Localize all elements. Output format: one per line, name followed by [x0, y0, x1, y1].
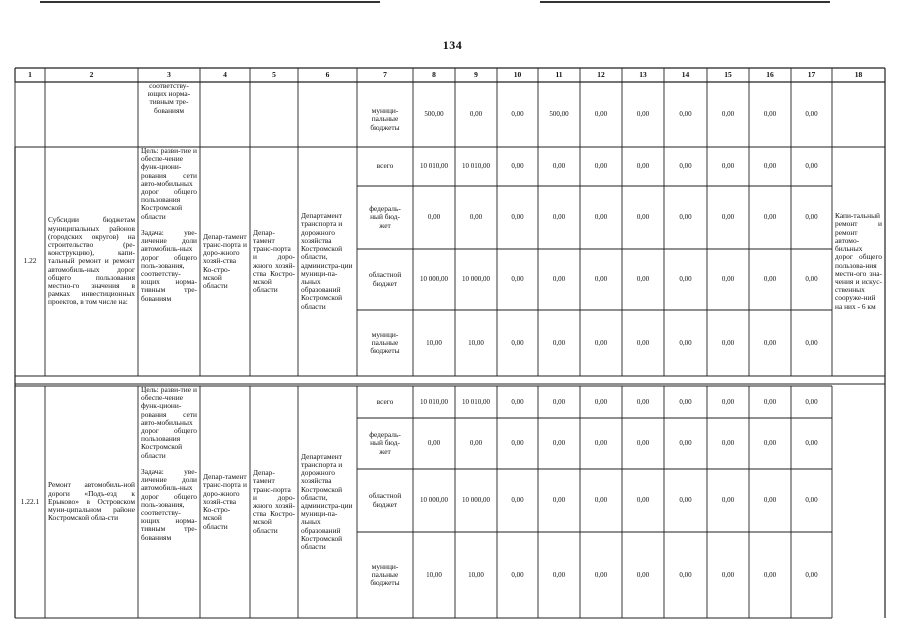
row1221-funding-value: 0,00 [594, 496, 608, 505]
row1221-coordinator: Депар-тамент транс-порта и доро-жного хозяй-ства Ко-стро-мской области [203, 472, 247, 531]
row1221-funding-value: 10 010,00 [462, 397, 490, 406]
row1221-funding-value: 0,00 [805, 496, 818, 505]
continuation-value: 0,00 [636, 110, 650, 119]
row1221-funding-value: 0,00 [427, 439, 441, 448]
row122-funding-value: 0,00 [636, 213, 650, 222]
row122-funding-value: 0,00 [511, 338, 524, 347]
row122-funding-value: 0,00 [763, 275, 777, 284]
column-header-5: 5 [272, 69, 276, 79]
continuation-value: 0,00 [594, 110, 608, 119]
column-header-7: 7 [383, 69, 387, 79]
row122-funding-value: 0,00 [763, 162, 777, 171]
row1221-funding-value: 0,00 [552, 439, 566, 448]
row122-participant: Депар-тамент транс-порта и доро-жного хозяй-ства Костро-мской области [253, 227, 295, 295]
row122-funding-value: 10,00 [426, 338, 442, 347]
row1221-funding-value: 0,00 [763, 570, 777, 579]
column-header-10: 10 [513, 69, 522, 79]
row1221-funding-source-label: муници- пальные бюджеты [370, 561, 400, 588]
row122-funding-value: 0,00 [636, 162, 650, 171]
column-header-2: 2 [89, 69, 94, 79]
column-header-16: 16 [766, 69, 774, 79]
row122-funding-value: 0,00 [469, 213, 483, 222]
row122-funding-source-label: всего [376, 161, 394, 171]
column-header-9: 9 [474, 69, 478, 79]
row122-funding-value: 0,00 [721, 213, 735, 222]
row1221-number: 1.22.1 [20, 496, 40, 506]
row122-funding-value: 0,00 [636, 275, 650, 284]
row122-funding-value: 0,00 [805, 213, 818, 222]
row122-funding-value: 10 000,00 [462, 275, 490, 284]
row122-funding-source-label: областной бюджет [368, 270, 402, 288]
row122-funding-value: 0,00 [679, 338, 692, 347]
continuation-value: 0,00 [511, 110, 524, 119]
row122-funding-value: 0,00 [427, 213, 441, 222]
row1221-funding-value: 10,00 [426, 570, 442, 579]
row122-funding-value: 10,00 [468, 338, 484, 347]
column-header-15: 15 [724, 69, 732, 79]
row1221-funding-value: 0,00 [763, 397, 777, 406]
column-header-8: 8 [432, 69, 436, 79]
row122-funding-value: 0,00 [552, 338, 566, 347]
row122-funding-value: 10 000,00 [420, 275, 448, 284]
row1221-funding-value: 0,00 [552, 397, 566, 406]
row122-funding-source-label: муници- пальные бюджеты [370, 329, 400, 356]
row122-funding-value: 0,00 [552, 213, 566, 222]
row122-funding-value: 0,00 [805, 162, 818, 171]
continuation-value: 0,00 [679, 110, 692, 119]
row1221-funding-value: 0,00 [511, 439, 524, 448]
row122-funding-value: 0,00 [679, 213, 692, 222]
row1221-funding-value: 0,00 [636, 496, 650, 505]
row1221-funding-value: 0,00 [721, 439, 735, 448]
row122-funding-value: 0,00 [679, 275, 692, 284]
row1221-funding-value: 10 010,00 [420, 397, 448, 406]
row122-funding-value: 0,00 [763, 213, 777, 222]
row122-funding-value: 0,00 [721, 162, 735, 171]
row122-funding-value: 0,00 [594, 213, 608, 222]
row122-funding-value: 0,00 [511, 275, 524, 284]
row122-funding-value: 0,00 [805, 275, 818, 284]
column-header-11: 11 [555, 69, 563, 79]
row1221-funding-value: 0,00 [636, 439, 650, 448]
row1221-funding-value: 0,00 [594, 397, 608, 406]
row1221-funding-value: 0,00 [721, 570, 735, 579]
row122-funding-value: 10 010,00 [462, 162, 490, 171]
row1221-funding-value: 0,00 [805, 439, 818, 448]
row1221-funding-value: 0,00 [552, 496, 566, 505]
row1221-funding-value: 0,00 [511, 397, 524, 406]
row122-funding-value: 0,00 [679, 162, 692, 171]
row1221-funding-source-label: областной бюджет [368, 491, 402, 509]
continuation-value: 0,00 [763, 110, 777, 119]
row122-executor: Департамент транспорта и дорожного хозяйства Костромской области, администра-ции муници-па-льных образований Костромской области [301, 211, 353, 311]
row122-coordinator: Депар-тамент транс-порта и доро-жного хозяй-ства Ко-стро-мской области [203, 231, 247, 290]
continuation-value: 0,00 [721, 110, 735, 119]
column-header-18: 18 [854, 69, 863, 79]
row122-funding-value: 10 010,00 [420, 162, 448, 171]
row122-funding-value: 0,00 [721, 275, 735, 284]
row1221-funding-value: 0,00 [636, 397, 650, 406]
row1221-participant: Депар-тамент транс-порта и доро-жного хозяй-ства Костро-мской области [253, 468, 295, 535]
row1221-funding-value: 0,00 [679, 570, 692, 579]
row122-funding-value: 0,00 [594, 162, 608, 171]
continuation-goal-text: соответству- ющих норма- тивным тре- бованиям [147, 82, 191, 115]
row1221-funding-source-label: федераль- ный бюд- жет [369, 430, 401, 456]
row1221-funding-value: 10,00 [468, 570, 484, 579]
row122-goal-task: Цель: разви-тие и обеспе-чение функ-циони-рования сети авто-мобильных дорог общего пользования Костромской области Задача: уве-личение доли автомобиль-ных дорог общего поль-зования, соответству-ющих норма-тивным тре-бованиям [141, 147, 197, 303]
row122-funding-value: 0,00 [511, 213, 524, 222]
row122-funding-value: 0,00 [552, 162, 566, 171]
row1221-funding-value: 0,00 [594, 439, 608, 448]
row1221-executor: Департамент транспорта и дорожного хозяйства Костромской области, администра-ции муници-па-льных образований Костромской области [301, 451, 353, 552]
row1221-funding-value: 0,00 [679, 439, 692, 448]
row122-funding-value: 0,00 [594, 338, 608, 347]
row1221-funding-source-label: всего [376, 396, 394, 406]
column-header-17: 17 [807, 69, 816, 79]
row1221-name: Ремонт автомобиль-ной дороги «Подъ-езд к Ерыково» в Островском муни-ципальном районе Костромской обла-сти [48, 480, 135, 523]
continuation-value: 0,00 [469, 110, 483, 119]
row122-funding-value: 0,00 [763, 338, 777, 347]
column-header-6: 6 [325, 69, 330, 79]
row1221-funding-value: 0,00 [511, 570, 524, 579]
continuation-value: 0,00 [805, 110, 818, 119]
row122-funding-source-label: федераль- ный бюд- жет [369, 204, 401, 230]
row1221-funding-value: 0,00 [805, 397, 818, 406]
row1221-funding-value: 0,00 [511, 496, 524, 505]
row122-funding-value: 0,00 [594, 275, 608, 284]
row1221-funding-value: 0,00 [763, 439, 777, 448]
page-number: 134 [442, 38, 463, 52]
row1221-funding-value: 0,00 [469, 439, 483, 448]
row1221-funding-value: 0,00 [679, 397, 692, 406]
row1221-funding-value: 0,00 [594, 570, 608, 579]
row122-funding-value: 0,00 [511, 162, 524, 171]
row1221-funding-value: 0,00 [763, 496, 777, 505]
row1221-funding-value: 0,00 [721, 397, 735, 406]
continuation-value: 500,00 [424, 110, 444, 119]
row1221-funding-value: 10 000,00 [462, 496, 490, 505]
row122-funding-value: 0,00 [805, 338, 818, 347]
column-header-14: 14 [681, 69, 690, 79]
row1221-funding-value: 10 000,00 [420, 496, 448, 505]
row122-result: Капи-тальный ремонт и ремонт автомо-бильных дорог общего пользова-ния местн-ого зна-чения и искус-ственных сооруже-ний на них - 6 км [835, 211, 882, 311]
row1221-funding-value: 0,00 [721, 496, 735, 505]
column-header-4: 4 [223, 69, 227, 79]
column-header-1: 1 [28, 69, 32, 79]
row122-name: Субсидии бюджетам муниципальных районов (городских округов) на строительство (ре-конструкцию), капи-тальный ремонт и ремонт автомобиль-ных дорог общего пользования местно-го значения в рамках инвестиционных проектов, в том числе на: [48, 215, 135, 307]
row1221-funding-value: 0,00 [805, 570, 818, 579]
row122-funding-value: 0,00 [721, 338, 735, 347]
row1221-funding-value: 0,00 [679, 496, 692, 505]
row1221-funding-value: 0,00 [636, 570, 650, 579]
continuation-value: 500,00 [549, 110, 569, 119]
column-header-13: 13 [639, 69, 647, 79]
column-header-3: 3 [167, 69, 171, 79]
row122-number: 1.22 [23, 256, 37, 266]
row122-funding-value: 0,00 [552, 275, 566, 284]
row1221-goal-task: Цель: разви-тие и обеспе-чение функ-циони-рования сети авто-мобильных дорог общего пользования Костромской области Задача: уве-личение доли автомобиль-ных дорог общего поль-зования, соответству-ющих норма-тивным тре-бованиям [141, 386, 197, 542]
row122-funding-value: 0,00 [636, 338, 650, 347]
row1221-funding-value: 0,00 [552, 570, 566, 579]
continuation-row-label: муници- пальные бюджеты [370, 106, 400, 132]
column-header-12: 12 [597, 69, 605, 79]
